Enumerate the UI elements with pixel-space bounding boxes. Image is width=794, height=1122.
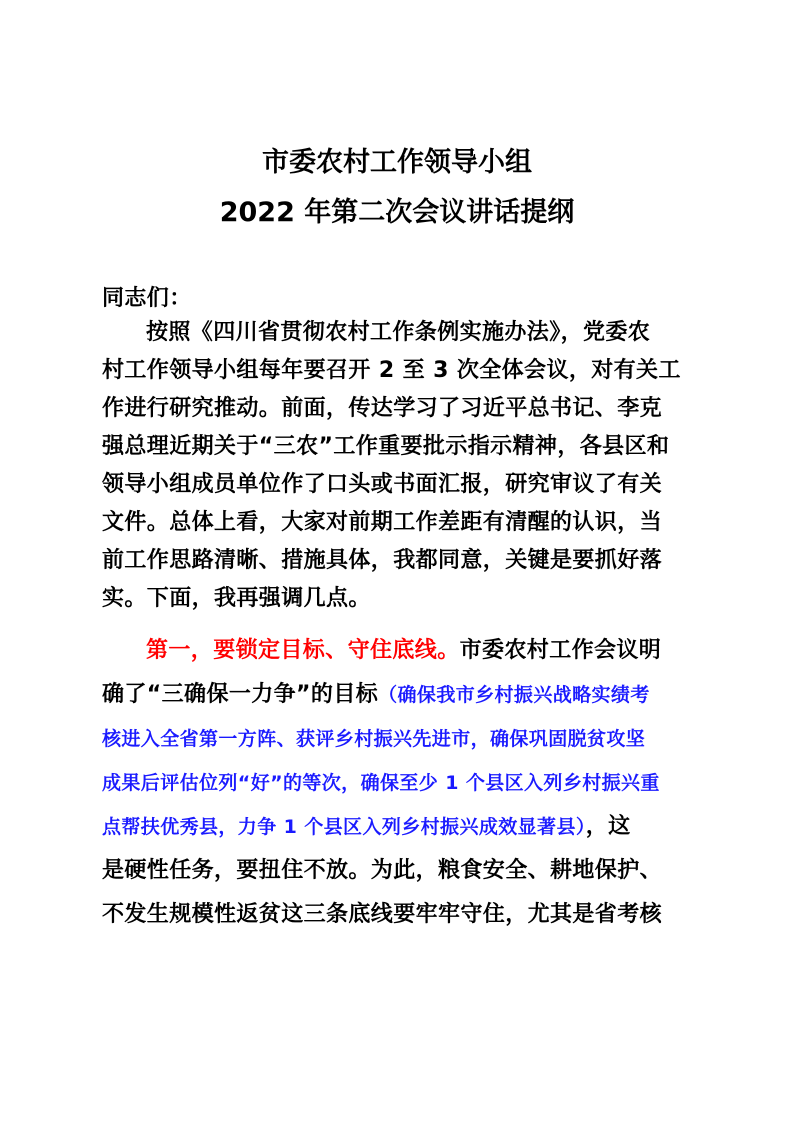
paragraph-2-line-5 xyxy=(102,812,702,842)
paragraph-1-line-1: 按照《四川省贯彻农村工作条例实施办法》，党委农 xyxy=(146,320,651,345)
target-note-text: （确保我市乡村振兴战略实绩考 xyxy=(378,684,650,706)
paragraph-2-line-3: 核进入全省第一方阵、获评乡村振兴先进市，确保巩固脱贫攻坚 xyxy=(102,728,646,750)
paragraph-2-line-6: 是硬性任务，要扭住不放。为此，粮食安全、耕地保护、 xyxy=(102,858,663,883)
paragraph-1-line-8: 实。下面，我再强调几点。 xyxy=(102,586,371,611)
paragraph-1-line-2: 村工作领导小组每年要召开 2 至 3 次全体会议，对有关工 xyxy=(102,358,681,383)
greeting: 同志们： xyxy=(102,286,192,311)
paragraph-1-line-3: 作进行研究推动。前面，传达学习了习近平总书记、李克 xyxy=(102,396,663,421)
paragraph-2-line-1 xyxy=(146,636,702,666)
paragraph-1-line-6: 文件。总体上看，大家对前期工作差距有清醒的认识，当 xyxy=(102,510,663,535)
paragraph-2-line-4: 成果后评估位列“好”的等次，确保至少 1 个县区入列乡村振兴重 xyxy=(102,772,660,794)
paragraph-1-line-7: 前工作思路清晰、措施具体，我都同意，关键是要抓好落 xyxy=(102,548,663,573)
document-title-line-1: 市委农村工作领导小组 xyxy=(262,147,532,178)
section-heading-1: 第一，要锁定目标、守住底线。 xyxy=(146,638,460,663)
document-title-line-2: 2022 年第二次会议讲话提纲 xyxy=(219,197,575,228)
paragraph-2-text: ，这 xyxy=(585,814,631,839)
paragraph-1-line-5: 领导小组成员单位作了口头或书面汇报，研究审议了有关 xyxy=(102,472,663,497)
paragraph-2-text: 市委农村工作会议明 xyxy=(459,638,662,663)
target-note-text: 点帮扶优秀县，力争 1 个县区入列乡村振兴成效显著县） xyxy=(102,816,586,838)
paragraph-2-text: 确了“三确保一力争”的目标 xyxy=(102,682,379,707)
paragraph-1-line-4: 强总理近期关于“三农”工作重要批示指示精神，各县区和 xyxy=(102,434,670,459)
paragraph-2-line-2 xyxy=(102,680,702,710)
paragraph-2-line-7: 不发生规模性返贫这三条底线要牢牢守住，尤其是省考核 xyxy=(102,902,663,927)
